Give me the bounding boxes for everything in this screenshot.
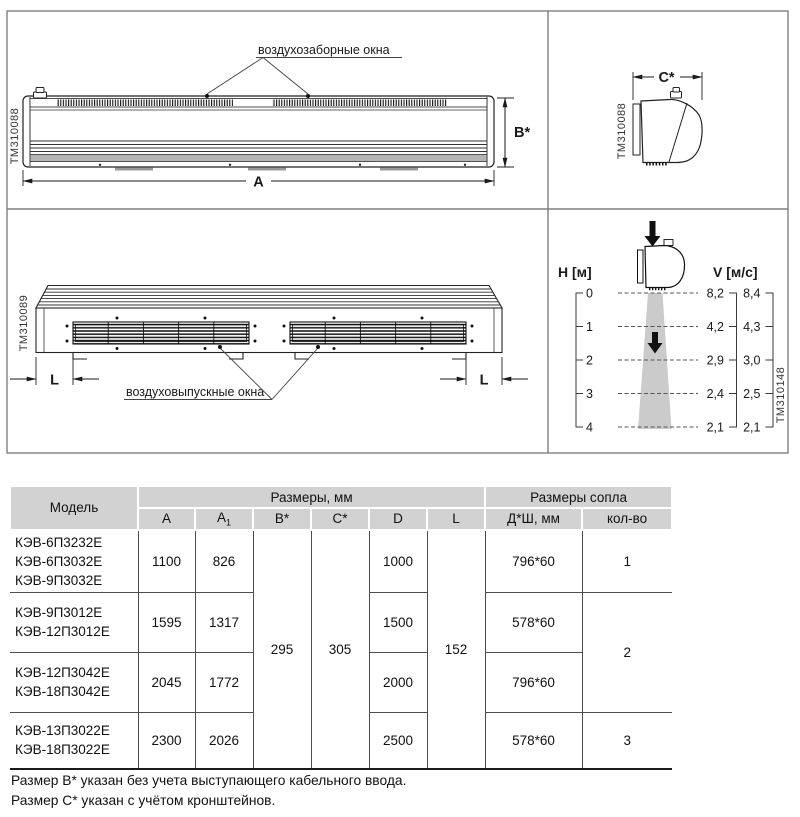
v2-value-0: 8,4: [743, 286, 761, 301]
outlet-windows-label: воздуховыпускные окна: [126, 385, 265, 399]
v1-value-2: 2,9: [706, 353, 724, 368]
mini-unit: [638, 240, 685, 290]
mounting-plate: [633, 104, 640, 155]
value-cell-qty: 3: [582, 712, 672, 769]
v1-value-0: 8,2: [706, 286, 724, 301]
note-b: Размер B* указан без учета выступающего кабельного ввода.: [11, 773, 407, 788]
dim-b-label: B*: [514, 125, 531, 141]
col-header-c: C*: [311, 508, 369, 530]
value-cell-a1: 826: [195, 530, 253, 593]
tm-code-bottom: ТМ310089: [18, 294, 30, 352]
inflow-down-arrow-icon: [645, 221, 661, 247]
spec-table: [9, 485, 673, 770]
v2-scale-values: [743, 287, 760, 435]
value-cell-nozzle: 578*60: [485, 712, 582, 769]
airflow-diagram-panel: [558, 221, 787, 435]
value-cell-l: 152: [427, 530, 485, 770]
tm-code-side: ТМ310088: [616, 102, 628, 160]
col-header-l: L: [427, 508, 485, 530]
value-cell-d: 1500: [369, 592, 427, 652]
cable-gland-icon: [34, 88, 47, 99]
dim-a-label: A: [253, 174, 264, 191]
mounting-brackets: [73, 353, 466, 360]
tm-code-airflow: ТМ310148: [775, 366, 787, 424]
value-cell-d: 1000: [369, 530, 427, 593]
value-cell-qty: 2: [582, 592, 672, 712]
value-cell-a: 1100: [138, 530, 195, 593]
intake-grille-right: [272, 100, 447, 107]
v2-scale-bracket: [766, 293, 774, 427]
h-scale-bracket: [576, 293, 583, 427]
tm-code-front: ТМ310088: [9, 107, 21, 165]
value-cell-d: 2000: [369, 652, 427, 712]
dim-c-label: C*: [658, 70, 675, 86]
dim-a: [23, 170, 494, 191]
outlet-grille-right: [290, 322, 466, 344]
h-tick-3: 3: [586, 387, 593, 401]
side-view-panel: [616, 69, 702, 164]
v2-value-3: 2,5: [743, 387, 761, 401]
model-cell: КЭВ-9П3012Е КЭВ-12П3012Е: [10, 592, 138, 652]
value-cell-a: 2300: [138, 712, 195, 769]
v1-value-4: 2,1: [706, 420, 724, 435]
model-cell: КЭВ-13П3022Е КЭВ-18П3022Е: [10, 712, 138, 769]
value-cell-b: 295: [253, 530, 311, 770]
dim-l-left: [10, 352, 99, 389]
bottom-view-panel: [10, 286, 528, 400]
value-cell-nozzle: 578*60: [485, 592, 582, 652]
h-tick-4: 4: [586, 420, 593, 435]
dim-c: [633, 69, 702, 100]
model-cell: КЭВ-12П3042Е КЭВ-18П3042Е: [10, 652, 138, 712]
v2-value-1: 4,3: [743, 320, 761, 334]
col-header-a: A: [138, 508, 195, 530]
air-cone: [638, 293, 672, 429]
h-scale-values: [586, 287, 593, 435]
note-c: Размер C* указан с учётом кронштейнов.: [11, 792, 276, 808]
value-cell-c: 305: [311, 530, 369, 770]
v2-value-2: 3,0: [743, 353, 761, 368]
value-cell-a: 2045: [138, 652, 195, 712]
col-header-d: D: [369, 508, 427, 530]
intake-windows-label: воздухозаборные окна: [258, 43, 390, 57]
unit-feet: [115, 168, 418, 171]
v1-scale-values: [707, 287, 724, 435]
value-cell-qty: 1: [582, 530, 672, 593]
value-cell-nozzle: 796*60: [485, 652, 582, 712]
v1-value-1: 4,2: [706, 320, 724, 334]
intake-grille-left: [57, 100, 233, 107]
h-tick-1: 1: [586, 320, 593, 334]
col-header-b: B*: [253, 508, 311, 530]
col-header-nozzle-size: Д*Ш, мм: [485, 508, 582, 530]
col-header-nozzle-group: Размеры сопла: [485, 486, 672, 508]
footnotes: [11, 771, 406, 810]
v2-value-4: 2,1: [743, 420, 761, 435]
col-header-dims-group: Размеры, мм: [138, 486, 485, 508]
front-view-panel: [9, 43, 530, 191]
value-cell-d: 2500: [369, 712, 427, 769]
value-cell-nozzle: 796*60: [485, 530, 582, 593]
dim-b: [497, 98, 530, 167]
bottom-strip: [30, 155, 487, 162]
dim-l-right-label: L: [479, 372, 489, 389]
value-cell-a: 1595: [138, 592, 195, 652]
v1-value-3: 2,4: [706, 387, 724, 401]
h-axis-label: H [м]: [558, 264, 592, 280]
value-cell-a1: 1317: [195, 592, 253, 652]
dim-l-right: [440, 352, 528, 389]
outlet-grille-left: [73, 322, 249, 344]
col-header-a1: $A_1$: [195, 508, 253, 530]
value-cell-a1: 1772: [195, 652, 253, 712]
col-header-nozzle-qty: кол-во: [582, 508, 672, 530]
h-tick-2: 2: [586, 353, 593, 368]
cable-gland-icon: [671, 88, 682, 99]
intake-leader-lines: [207, 58, 402, 95]
col-header-model: Модель: [10, 486, 138, 530]
h-tick-0: 0: [586, 286, 593, 301]
v-axis-label: V [м/с]: [713, 264, 758, 280]
model-cell: КЭВ-6П3232Е КЭВ-6П3032Е КЭВ-9П3032Е: [10, 530, 138, 593]
v1-scale-bracket: [729, 293, 737, 427]
dim-l-left-label: L: [50, 372, 59, 389]
value-cell-a1: 2026: [195, 712, 253, 769]
